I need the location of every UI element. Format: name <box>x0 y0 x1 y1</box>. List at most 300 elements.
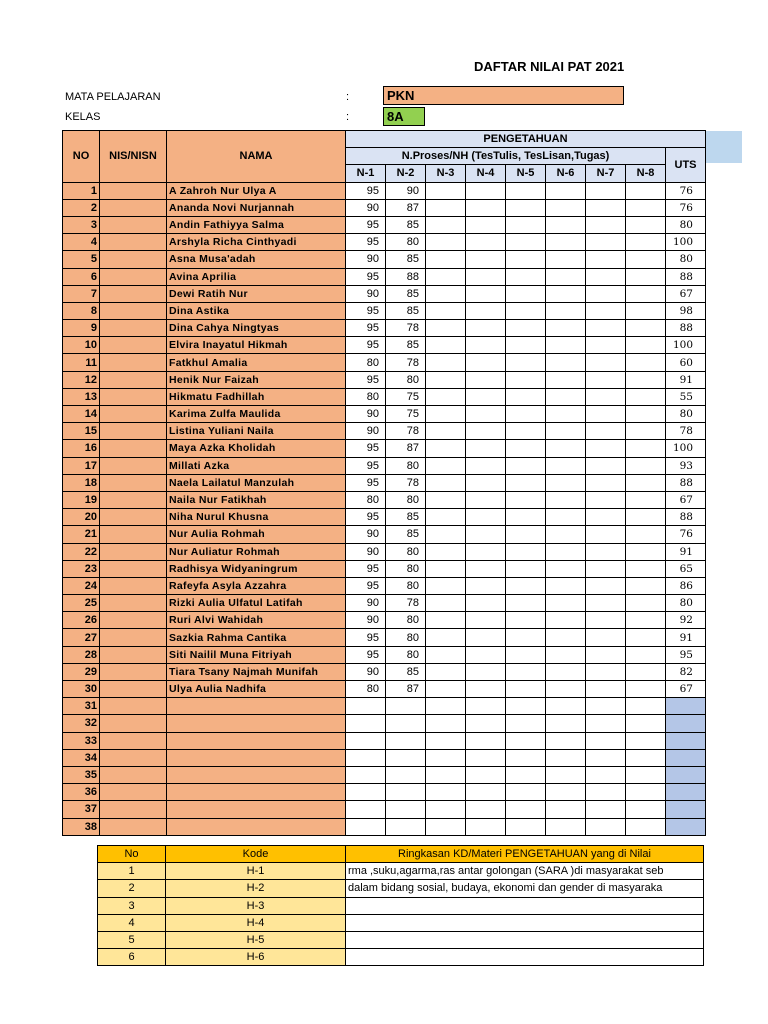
row-n4[interactable] <box>466 251 506 268</box>
row-n8[interactable] <box>626 216 666 233</box>
row-n5[interactable] <box>506 302 546 319</box>
row-nama[interactable] <box>167 766 346 783</box>
row-n3[interactable] <box>426 423 466 440</box>
class-value-cell[interactable]: 8A <box>383 107 425 126</box>
row-nama[interactable] <box>167 749 346 766</box>
row-n3[interactable] <box>426 388 466 405</box>
row-n3[interactable] <box>426 784 466 801</box>
row-n8[interactable] <box>626 526 666 543</box>
row-n7[interactable] <box>586 320 626 337</box>
row-n2[interactable]: 85 <box>386 509 426 526</box>
row-uts[interactable]: 100 <box>666 234 706 251</box>
row-nama[interactable]: Rafeyfa Asyla Azzahra <box>167 577 346 594</box>
row-n8[interactable] <box>626 199 666 216</box>
row-n1[interactable]: 95 <box>346 509 386 526</box>
row-uts[interactable]: 67 <box>666 681 706 698</box>
row-n6[interactable] <box>546 715 586 732</box>
row-n2[interactable]: 80 <box>386 646 426 663</box>
row-uts[interactable] <box>666 818 706 835</box>
row-n6[interactable] <box>546 646 586 663</box>
row-uts[interactable]: 88 <box>666 474 706 491</box>
kd-row-desc[interactable] <box>346 914 704 931</box>
row-n6[interactable] <box>546 182 586 199</box>
row-n1[interactable]: 90 <box>346 543 386 560</box>
kd-row-desc[interactable] <box>346 949 704 966</box>
row-n6[interactable] <box>546 543 586 560</box>
row-nama[interactable] <box>167 801 346 818</box>
row-n1[interactable]: 90 <box>346 663 386 680</box>
row-nis-cell[interactable] <box>100 577 167 594</box>
row-n6[interactable] <box>546 285 586 302</box>
row-n4[interactable] <box>466 681 506 698</box>
row-n6[interactable] <box>546 474 586 491</box>
row-n4[interactable] <box>466 629 506 646</box>
row-n8[interactable] <box>626 491 666 508</box>
row-n7[interactable] <box>586 474 626 491</box>
row-n8[interactable] <box>626 182 666 199</box>
row-nis-cell[interactable] <box>100 612 167 629</box>
row-n7[interactable] <box>586 302 626 319</box>
row-n4[interactable] <box>466 509 506 526</box>
row-n6[interactable] <box>546 681 586 698</box>
row-n4[interactable] <box>466 199 506 216</box>
row-n1[interactable]: 95 <box>346 474 386 491</box>
row-nis-cell[interactable] <box>100 320 167 337</box>
row-n2[interactable]: 85 <box>386 216 426 233</box>
row-n5[interactable] <box>506 766 546 783</box>
row-nama[interactable]: Millati Azka <box>167 457 346 474</box>
row-n7[interactable] <box>586 766 626 783</box>
row-n4[interactable] <box>466 749 506 766</box>
row-n3[interactable] <box>426 749 466 766</box>
row-n7[interactable] <box>586 251 626 268</box>
row-n8[interactable] <box>626 440 666 457</box>
row-n4[interactable] <box>466 371 506 388</box>
kd-row-desc[interactable]: dalam bidang sosial, budaya, ekonomi dan gender di masyaraka <box>346 880 704 897</box>
row-uts[interactable]: 91 <box>666 543 706 560</box>
row-nis-cell[interactable] <box>100 801 167 818</box>
row-n2[interactable]: 80 <box>386 491 426 508</box>
row-uts[interactable]: 65 <box>666 560 706 577</box>
row-n3[interactable] <box>426 681 466 698</box>
row-n1[interactable]: 95 <box>346 268 386 285</box>
row-nama[interactable]: Tiara Tsany Najmah Munifah <box>167 663 346 680</box>
row-n4[interactable] <box>466 423 506 440</box>
row-nama[interactable]: Maya Azka Kholidah <box>167 440 346 457</box>
row-n5[interactable] <box>506 474 546 491</box>
row-n3[interactable] <box>426 320 466 337</box>
row-n3[interactable] <box>426 509 466 526</box>
row-n1[interactable]: 95 <box>346 646 386 663</box>
kd-row-desc[interactable] <box>346 931 704 948</box>
row-n3[interactable] <box>426 629 466 646</box>
row-n6[interactable] <box>546 526 586 543</box>
row-n3[interactable] <box>426 732 466 749</box>
row-n6[interactable] <box>546 268 586 285</box>
row-nama[interactable]: Elvira Inayatul Hikmah <box>167 337 346 354</box>
row-n8[interactable] <box>626 577 666 594</box>
row-n3[interactable] <box>426 268 466 285</box>
row-n6[interactable] <box>546 406 586 423</box>
row-n1[interactable] <box>346 698 386 715</box>
row-n5[interactable] <box>506 268 546 285</box>
row-n2[interactable] <box>386 715 426 732</box>
row-n5[interactable] <box>506 698 546 715</box>
row-nama[interactable]: Fatkhul Amalia <box>167 354 346 371</box>
row-n8[interactable] <box>626 543 666 560</box>
row-n6[interactable] <box>546 234 586 251</box>
row-uts[interactable]: 88 <box>666 268 706 285</box>
row-n4[interactable] <box>466 612 506 629</box>
row-n4[interactable] <box>466 732 506 749</box>
row-nis-cell[interactable] <box>100 406 167 423</box>
row-n2[interactable] <box>386 766 426 783</box>
row-n8[interactable] <box>626 560 666 577</box>
row-n2[interactable]: 80 <box>386 371 426 388</box>
row-n3[interactable] <box>426 285 466 302</box>
row-n2[interactable]: 78 <box>386 595 426 612</box>
row-n1[interactable] <box>346 784 386 801</box>
row-n1[interactable]: 90 <box>346 199 386 216</box>
row-n4[interactable] <box>466 543 506 560</box>
row-n6[interactable] <box>546 388 586 405</box>
row-n5[interactable] <box>506 526 546 543</box>
row-n3[interactable] <box>426 371 466 388</box>
row-n7[interactable] <box>586 715 626 732</box>
row-n1[interactable] <box>346 818 386 835</box>
row-n6[interactable] <box>546 302 586 319</box>
row-n8[interactable] <box>626 595 666 612</box>
row-n2[interactable]: 87 <box>386 199 426 216</box>
row-n2[interactable]: 78 <box>386 354 426 371</box>
row-nama[interactable]: Niha Nurul Khusna <box>167 509 346 526</box>
row-n3[interactable] <box>426 577 466 594</box>
row-n6[interactable] <box>546 251 586 268</box>
row-n1[interactable]: 90 <box>346 406 386 423</box>
row-nama[interactable]: Rizki Aulia Ulfatul Latifah <box>167 595 346 612</box>
row-nis-cell[interactable] <box>100 663 167 680</box>
row-n6[interactable] <box>546 801 586 818</box>
row-n7[interactable] <box>586 663 626 680</box>
row-n1[interactable]: 95 <box>346 320 386 337</box>
row-n4[interactable] <box>466 663 506 680</box>
row-uts[interactable]: 67 <box>666 491 706 508</box>
row-nis-cell[interactable] <box>100 337 167 354</box>
row-n4[interactable] <box>466 646 506 663</box>
row-n7[interactable] <box>586 595 626 612</box>
row-n2[interactable]: 85 <box>386 302 426 319</box>
row-uts[interactable]: 88 <box>666 320 706 337</box>
row-n1[interactable]: 80 <box>346 388 386 405</box>
row-n8[interactable] <box>626 354 666 371</box>
row-n4[interactable] <box>466 595 506 612</box>
row-nis-cell[interactable] <box>100 440 167 457</box>
row-n4[interactable] <box>466 285 506 302</box>
row-n7[interactable] <box>586 440 626 457</box>
row-n1[interactable]: 95 <box>346 629 386 646</box>
row-n6[interactable] <box>546 560 586 577</box>
row-n2[interactable]: 87 <box>386 440 426 457</box>
row-nis-cell[interactable] <box>100 784 167 801</box>
row-n3[interactable] <box>426 715 466 732</box>
row-n1[interactable]: 95 <box>346 560 386 577</box>
row-n2[interactable]: 85 <box>386 663 426 680</box>
row-n4[interactable] <box>466 457 506 474</box>
row-n2[interactable] <box>386 784 426 801</box>
row-n3[interactable] <box>426 560 466 577</box>
row-n2[interactable]: 80 <box>386 234 426 251</box>
row-n7[interactable] <box>586 681 626 698</box>
row-n4[interactable] <box>466 268 506 285</box>
row-n1[interactable] <box>346 766 386 783</box>
row-n1[interactable]: 80 <box>346 354 386 371</box>
row-n7[interactable] <box>586 371 626 388</box>
row-n2[interactable]: 80 <box>386 612 426 629</box>
row-n6[interactable] <box>546 371 586 388</box>
row-uts[interactable]: 93 <box>666 457 706 474</box>
row-nama[interactable] <box>167 698 346 715</box>
row-uts[interactable]: 80 <box>666 216 706 233</box>
row-uts[interactable] <box>666 766 706 783</box>
row-nis-cell[interactable] <box>100 268 167 285</box>
row-n2[interactable]: 90 <box>386 182 426 199</box>
row-n3[interactable] <box>426 199 466 216</box>
row-nama[interactable]: Siti Nailil Muna Fitriyah <box>167 646 346 663</box>
row-n4[interactable] <box>466 715 506 732</box>
row-n5[interactable] <box>506 285 546 302</box>
row-nis-cell[interactable] <box>100 732 167 749</box>
row-n8[interactable] <box>626 302 666 319</box>
row-n5[interactable] <box>506 216 546 233</box>
row-n2[interactable] <box>386 801 426 818</box>
row-n1[interactable]: 95 <box>346 216 386 233</box>
row-n3[interactable] <box>426 337 466 354</box>
row-n3[interactable] <box>426 526 466 543</box>
row-n5[interactable] <box>506 406 546 423</box>
row-nama[interactable]: Naila Nur Fatikhah <box>167 491 346 508</box>
row-n7[interactable] <box>586 543 626 560</box>
row-uts[interactable]: 80 <box>666 251 706 268</box>
row-n3[interactable] <box>426 766 466 783</box>
row-n2[interactable]: 78 <box>386 474 426 491</box>
row-n5[interactable] <box>506 646 546 663</box>
row-nis-cell[interactable] <box>100 302 167 319</box>
row-n7[interactable] <box>586 749 626 766</box>
row-n3[interactable] <box>426 474 466 491</box>
row-n8[interactable] <box>626 646 666 663</box>
row-n8[interactable] <box>626 268 666 285</box>
row-n7[interactable] <box>586 423 626 440</box>
row-n7[interactable] <box>586 526 626 543</box>
row-uts[interactable]: 78 <box>666 423 706 440</box>
row-uts[interactable]: 82 <box>666 663 706 680</box>
row-n6[interactable] <box>546 216 586 233</box>
row-n2[interactable] <box>386 749 426 766</box>
row-n3[interactable] <box>426 302 466 319</box>
row-n8[interactable] <box>626 337 666 354</box>
row-nis-cell[interactable] <box>100 766 167 783</box>
row-n2[interactable]: 85 <box>386 251 426 268</box>
row-nis-cell[interactable] <box>100 251 167 268</box>
row-nama[interactable]: Ruri Alvi Wahidah <box>167 612 346 629</box>
row-n2[interactable]: 75 <box>386 388 426 405</box>
row-uts[interactable]: 80 <box>666 406 706 423</box>
row-n8[interactable] <box>626 715 666 732</box>
row-n7[interactable] <box>586 234 626 251</box>
row-n5[interactable] <box>506 182 546 199</box>
row-nis-cell[interactable] <box>100 388 167 405</box>
row-n4[interactable] <box>466 182 506 199</box>
row-n5[interactable] <box>506 784 546 801</box>
row-n6[interactable] <box>546 457 586 474</box>
row-n5[interactable] <box>506 234 546 251</box>
row-uts[interactable]: 91 <box>666 371 706 388</box>
row-n1[interactable]: 95 <box>346 337 386 354</box>
row-n1[interactable]: 80 <box>346 681 386 698</box>
row-uts[interactable]: 55 <box>666 388 706 405</box>
row-n7[interactable] <box>586 182 626 199</box>
row-n4[interactable] <box>466 526 506 543</box>
row-n2[interactable]: 80 <box>386 457 426 474</box>
row-n6[interactable] <box>546 663 586 680</box>
row-n4[interactable] <box>466 337 506 354</box>
row-n5[interactable] <box>506 818 546 835</box>
row-n4[interactable] <box>466 491 506 508</box>
row-nis-cell[interactable] <box>100 543 167 560</box>
row-nis-cell[interactable] <box>100 234 167 251</box>
row-n5[interactable] <box>506 629 546 646</box>
row-nis-cell[interactable] <box>100 285 167 302</box>
row-n5[interactable] <box>506 388 546 405</box>
row-n5[interactable] <box>506 801 546 818</box>
row-n8[interactable] <box>626 509 666 526</box>
row-n6[interactable] <box>546 612 586 629</box>
row-uts[interactable] <box>666 749 706 766</box>
row-nis-cell[interactable] <box>100 526 167 543</box>
row-uts[interactable]: 100 <box>666 440 706 457</box>
row-uts[interactable]: 98 <box>666 302 706 319</box>
row-n3[interactable] <box>426 354 466 371</box>
row-n6[interactable] <box>546 749 586 766</box>
row-uts[interactable] <box>666 732 706 749</box>
row-nis-cell[interactable] <box>100 423 167 440</box>
row-nis-cell[interactable] <box>100 595 167 612</box>
row-n1[interactable] <box>346 801 386 818</box>
row-n7[interactable] <box>586 491 626 508</box>
row-n8[interactable] <box>626 423 666 440</box>
row-n7[interactable] <box>586 801 626 818</box>
row-nama[interactable]: Arshyla Richa Cinthyadi <box>167 234 346 251</box>
row-n4[interactable] <box>466 784 506 801</box>
row-n6[interactable] <box>546 199 586 216</box>
row-nama[interactable]: Henik Nur Faizah <box>167 371 346 388</box>
row-n3[interactable] <box>426 216 466 233</box>
row-uts[interactable] <box>666 784 706 801</box>
row-uts[interactable]: 67 <box>666 285 706 302</box>
row-n2[interactable]: 85 <box>386 337 426 354</box>
row-nis-cell[interactable] <box>100 457 167 474</box>
row-nama[interactable]: Karima Zulfa Maulida <box>167 406 346 423</box>
row-nis-cell[interactable] <box>100 371 167 388</box>
row-n7[interactable] <box>586 732 626 749</box>
row-n8[interactable] <box>626 698 666 715</box>
row-n5[interactable] <box>506 663 546 680</box>
row-n7[interactable] <box>586 199 626 216</box>
row-n5[interactable] <box>506 371 546 388</box>
row-n2[interactable]: 75 <box>386 406 426 423</box>
row-n4[interactable] <box>466 766 506 783</box>
row-n1[interactable]: 95 <box>346 371 386 388</box>
row-nama[interactable]: Dina Astika <box>167 302 346 319</box>
row-n7[interactable] <box>586 577 626 594</box>
row-nama[interactable]: Nur Auliatur Rohmah <box>167 543 346 560</box>
row-n1[interactable]: 90 <box>346 251 386 268</box>
row-n4[interactable] <box>466 406 506 423</box>
row-n4[interactable] <box>466 801 506 818</box>
row-n5[interactable] <box>506 457 546 474</box>
row-n4[interactable] <box>466 440 506 457</box>
row-n1[interactable]: 95 <box>346 457 386 474</box>
kd-row-desc[interactable]: rma ,suku,agarma,ras antar golongan (SARA )di masyarakat seb <box>346 863 704 880</box>
row-n1[interactable]: 90 <box>346 423 386 440</box>
row-n6[interactable] <box>546 337 586 354</box>
row-n5[interactable] <box>506 320 546 337</box>
row-n7[interactable] <box>586 388 626 405</box>
row-n5[interactable] <box>506 732 546 749</box>
row-n8[interactable] <box>626 285 666 302</box>
row-nama[interactable]: Ulya Aulia Nadhifa <box>167 681 346 698</box>
row-n8[interactable] <box>626 388 666 405</box>
row-n6[interactable] <box>546 423 586 440</box>
row-n8[interactable] <box>626 732 666 749</box>
row-n6[interactable] <box>546 491 586 508</box>
row-uts[interactable]: 76 <box>666 199 706 216</box>
row-n7[interactable] <box>586 698 626 715</box>
row-nama[interactable]: Listina Yuliani Naila <box>167 423 346 440</box>
row-nis-cell[interactable] <box>100 509 167 526</box>
row-n7[interactable] <box>586 216 626 233</box>
row-n7[interactable] <box>586 406 626 423</box>
row-n4[interactable] <box>466 320 506 337</box>
row-n3[interactable] <box>426 406 466 423</box>
row-nis-cell[interactable] <box>100 698 167 715</box>
row-n7[interactable] <box>586 509 626 526</box>
row-n2[interactable] <box>386 698 426 715</box>
row-n1[interactable]: 90 <box>346 526 386 543</box>
row-nama[interactable] <box>167 784 346 801</box>
row-n5[interactable] <box>506 543 546 560</box>
row-n3[interactable] <box>426 440 466 457</box>
row-uts[interactable]: 76 <box>666 182 706 199</box>
row-n1[interactable] <box>346 732 386 749</box>
row-nis-cell[interactable] <box>100 182 167 199</box>
row-n1[interactable]: 90 <box>346 612 386 629</box>
row-n2[interactable]: 80 <box>386 543 426 560</box>
row-n3[interactable] <box>426 801 466 818</box>
row-n5[interactable] <box>506 440 546 457</box>
row-n8[interactable] <box>626 663 666 680</box>
row-nama[interactable]: Nur Aulia Rohmah <box>167 526 346 543</box>
row-nis-cell[interactable] <box>100 681 167 698</box>
row-n8[interactable] <box>626 406 666 423</box>
row-n8[interactable] <box>626 234 666 251</box>
row-nama[interactable]: Naela Lailatul Manzulah <box>167 474 346 491</box>
row-n2[interactable]: 78 <box>386 423 426 440</box>
row-nis-cell[interactable] <box>100 216 167 233</box>
row-n8[interactable] <box>626 629 666 646</box>
row-n1[interactable]: 90 <box>346 595 386 612</box>
row-nis-cell[interactable] <box>100 474 167 491</box>
